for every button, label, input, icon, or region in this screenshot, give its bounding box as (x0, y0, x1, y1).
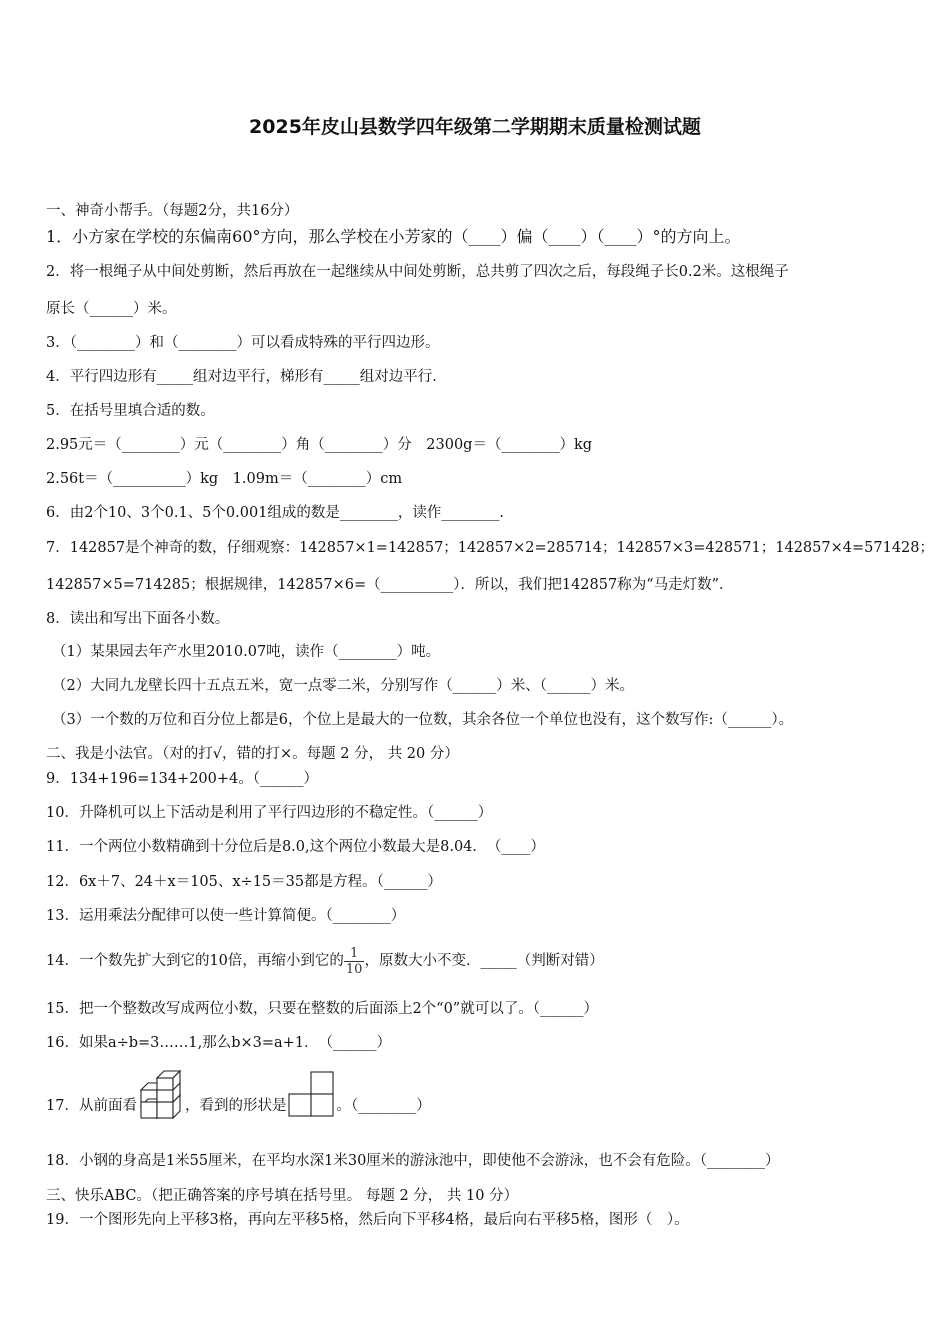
question-2-line-2: 原长（______）米。 (46, 301, 177, 317)
question-5: 5．在括号里填合适的数。 (46, 403, 215, 419)
question-14-text-before: 14．一个数先扩大到它的10倍，再缩小到它的 (46, 953, 344, 969)
question-15: 15．把一个整数改写成两位小数，只要在整数的后面添上2个“0”就可以了。（______） (46, 1001, 598, 1017)
section-3-heading: 三、快乐ABC。（把正确答案的序号填在括号里。 每题 2 分， 共 10 分） (46, 1188, 519, 1204)
question-1: 1．小方家在学校的东偏南60°方向，那么学校在小芳家的（____）偏（____）（____）°的方向上。 (46, 227, 741, 246)
question-14 (46, 944, 604, 978)
question-13: 13．运用乘法分配律可以使一些计算简便。（________） (46, 908, 406, 924)
question-9: 9．134+196=134+200+4。（______） (46, 771, 319, 787)
question-6: 6．由2个10、3个0.1、5个0.001组成的数是________，读作________. (46, 505, 505, 521)
question-17-text-after: 。（________） (336, 1098, 431, 1114)
question-12: 12．6x＋7、24＋x＝105、x÷15＝35都是方程。（______） (46, 874, 442, 890)
question-7-line-1: 7．142857是个神奇的数，仔细观察：142857×1=142857；142857×2=285714；142857×3=428571；142857×4=571428； (46, 540, 934, 556)
question-19: 19．一个图形先向上平移3格，再向左平移5格，然后向下平移4格，最后向右平移5格，图形（ ）。 (46, 1212, 689, 1228)
question-18: 18．小钢的身高是1米55厘米，在平均水深1米30厘米的游泳池中，即使他不会游泳，也不会有危险。（________） (46, 1153, 780, 1169)
question-4: 4．平行四边形有_____组对边平行，梯形有_____组对边平行. (46, 369, 437, 385)
question-3: 3．（________）和（________）可以看成特殊的平行四边形。 (46, 335, 440, 351)
question-8-part-3: （3）一个数的万位和百分位上都是6，个位上是最大的一位数，其余各位一个单位也没有，这个数写作:（______）。 (52, 712, 794, 728)
question-5-part-b: 2.56t＝（__________）kg 1.09m＝（________）cm (46, 471, 403, 487)
question-8-part-2: （2）大同九龙壁长四十五点五米，宽一点零二米，分别写作（______）米、（______）米。 (52, 678, 634, 694)
fraction-denominator: 10 (345, 961, 363, 977)
question-8-part-1: （1）某果园去年产水里2010.07吨，读作（________）吨。 (52, 644, 441, 660)
page-title: 2025年皮山县数学四年级第二学期期末质量检测试题 (249, 116, 701, 138)
question-5-part-a: 2.95元＝（________）元（________）角（________）分 2300g＝（________）kg (46, 437, 593, 453)
fraction-one-tenth (344, 947, 365, 976)
question-10: 10．升降机可以上下活动是利用了平行四边形的不稳定性。（______） (46, 805, 493, 821)
question-2-line-1: 2．将一根绳子从中间处剪断，然后再放在一起继续从中间处剪断，总共剪了四次之后，每段绳子长0.2米。这根绳子 (46, 264, 789, 280)
section-2-heading: 二、我是小法官。（对的打√，错的打×。每题 2 分， 共 20 分） (46, 746, 459, 762)
front-view-figure (286, 1070, 336, 1142)
cube-stack-figure (137, 1068, 185, 1144)
question-7-line-2: 142857×5=714285；根据规律，142857×6=（__________）．所以，我们把142857称为“马走灯数”． (46, 577, 734, 593)
question-17-text-middle: ，看到的形状是 (184, 1098, 287, 1114)
fraction-numerator: 1 (350, 945, 359, 961)
question-14-text-after: ，原数大小不变．_____（判断对错） (364, 953, 604, 969)
question-11: 11．一个两位小数精确到十分位后是8.0,这个两位小数最大是8.04． （____） (46, 839, 545, 855)
question-16: 16．如果a÷b=3……1,那么b×3=a+1． （______） (46, 1035, 392, 1051)
section-1-heading: 一、神奇小帮手。（每题2分，共16分） (46, 203, 299, 219)
question-17-text-before: 17．从前面看 (46, 1098, 137, 1114)
question-17 (46, 1068, 431, 1144)
question-8: 8．读出和写出下面各小数。 (46, 611, 230, 627)
